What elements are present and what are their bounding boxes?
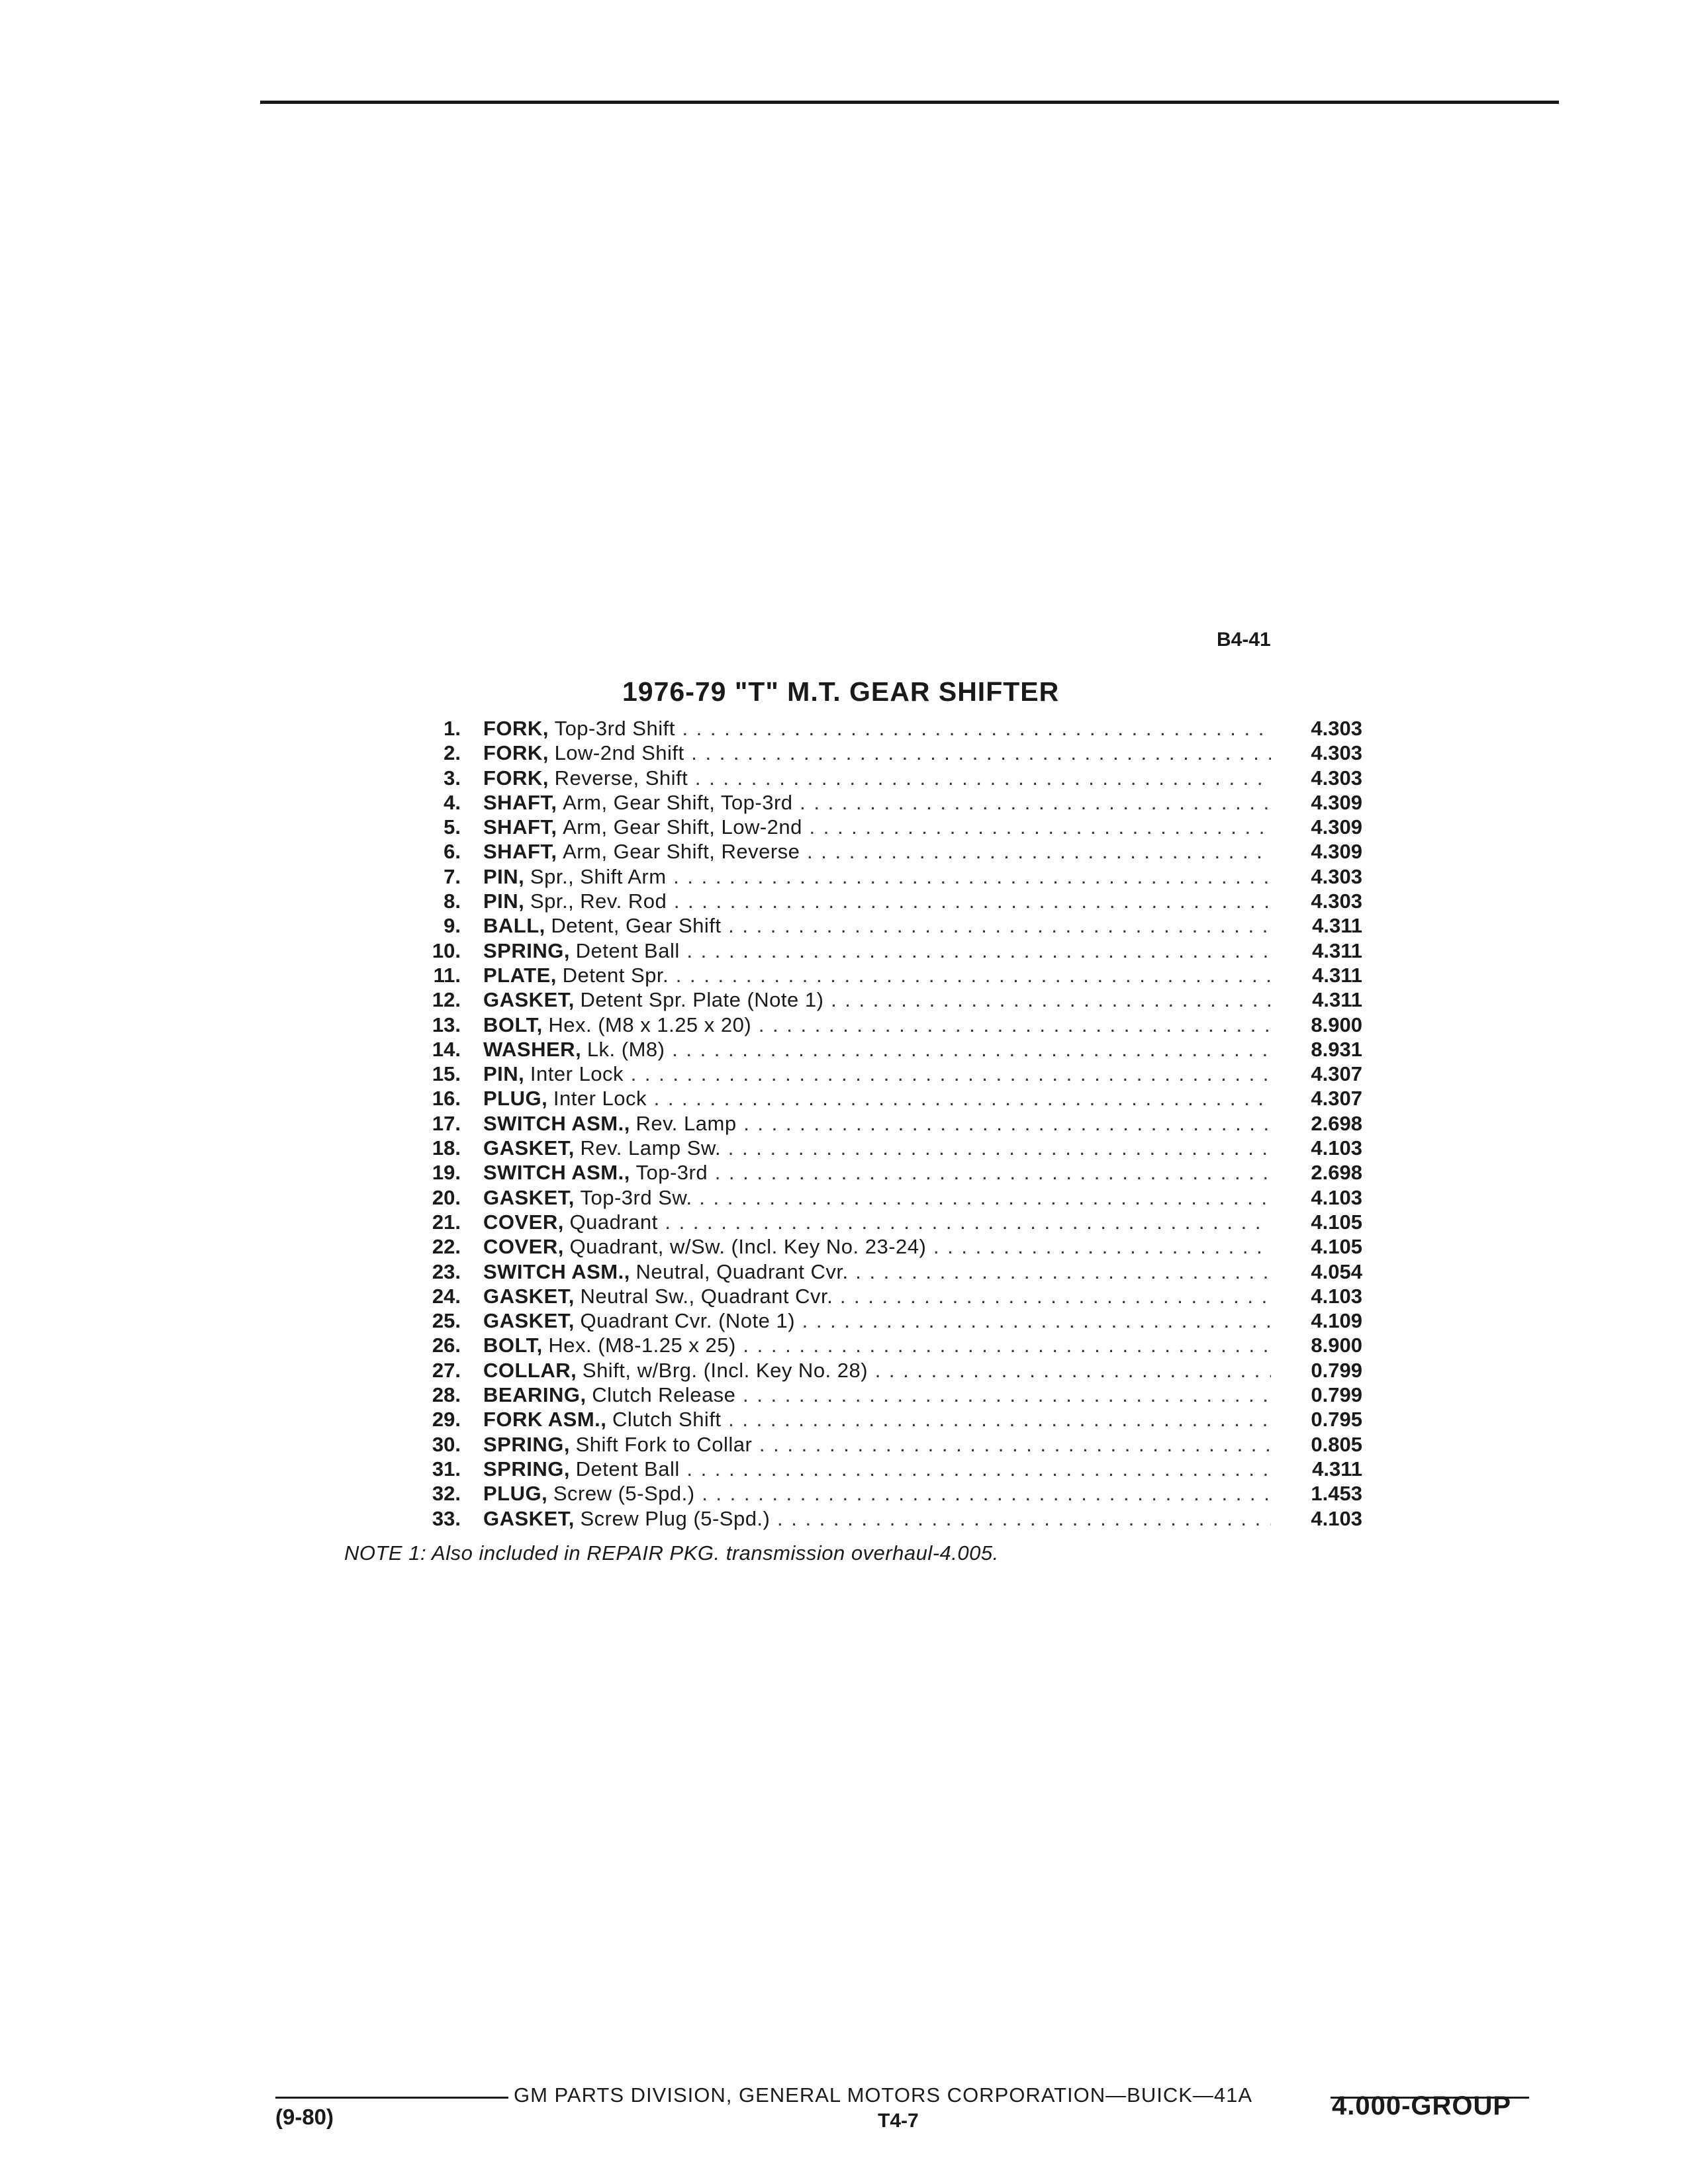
part-row bbox=[410, 938, 1403, 963]
part-detail: Lk. (M8) bbox=[586, 1037, 665, 1061]
figure-reference: B4-41 bbox=[1217, 629, 1271, 651]
part-description bbox=[483, 1432, 1271, 1457]
part-detail: Neutral, Quadrant Cvr. bbox=[635, 1259, 849, 1283]
part-row bbox=[410, 839, 1403, 864]
part-description bbox=[483, 1013, 1271, 1037]
part-description bbox=[483, 1457, 1271, 1481]
part-row bbox=[410, 1481, 1403, 1506]
part-name: FORK, bbox=[483, 717, 549, 740]
part-row bbox=[410, 1013, 1403, 1037]
part-description bbox=[483, 815, 1271, 839]
part-name: BOLT, bbox=[483, 1013, 543, 1036]
part-group-number: 8.900 bbox=[1311, 1334, 1362, 1357]
part-row bbox=[410, 1308, 1403, 1333]
part-group-number: 4.311 bbox=[1312, 988, 1362, 1012]
part-description bbox=[483, 864, 1271, 889]
part-detail: Arm, Gear Shift, Reverse bbox=[563, 840, 800, 864]
part-key-number: 18. bbox=[432, 1136, 461, 1160]
part-detail: Detent, Gear Shift bbox=[551, 914, 722, 938]
part-row bbox=[410, 1037, 1403, 1062]
part-detail: Top-3rd Shift bbox=[554, 717, 675, 740]
part-key-number: 33. bbox=[432, 1506, 461, 1530]
part-group-number: 4.311 bbox=[1312, 1457, 1362, 1480]
part-group-number: 4.307 bbox=[1311, 1087, 1362, 1111]
part-detail: Rev. Lamp bbox=[635, 1111, 737, 1135]
part-detail: Hex. (M8 x 1.25 x 20) bbox=[548, 1013, 752, 1036]
part-description bbox=[483, 1506, 1271, 1531]
part-group-number: 4.309 bbox=[1311, 790, 1362, 814]
date-code: (9-80) bbox=[275, 2105, 334, 2129]
page-number: T4-7 bbox=[878, 2110, 919, 2132]
part-name: SWITCH ASM., bbox=[483, 1161, 630, 1185]
part-group-number: 4.103 bbox=[1311, 1136, 1362, 1160]
part-row bbox=[410, 1086, 1403, 1111]
part-detail: Arm, Gear Shift, Top-3rd bbox=[563, 790, 793, 814]
part-description bbox=[483, 1086, 1271, 1111]
part-description bbox=[483, 1308, 1271, 1333]
part-detail: Screw (5-Spd.) bbox=[553, 1482, 695, 1506]
part-name: SHAFT, bbox=[483, 790, 557, 814]
part-name: GASKET, bbox=[483, 988, 575, 1012]
part-key-number: 27. bbox=[432, 1358, 461, 1382]
part-row bbox=[410, 889, 1403, 913]
part-key-number: 31. bbox=[432, 1457, 461, 1480]
part-group-number: 8.900 bbox=[1311, 1013, 1362, 1036]
footer-rule-left bbox=[275, 2097, 508, 2099]
section-title: 1976-79 "T" M.T. GEAR SHIFTER bbox=[622, 676, 1060, 707]
part-row bbox=[410, 741, 1403, 765]
parts-list bbox=[410, 716, 1403, 1531]
part-detail: Inter Lock bbox=[553, 1087, 647, 1111]
part-key-number: 13. bbox=[432, 1013, 461, 1036]
part-description bbox=[483, 741, 1271, 765]
part-key-number: 5. bbox=[444, 815, 461, 839]
part-row bbox=[410, 815, 1403, 839]
part-key-number: 32. bbox=[432, 1482, 461, 1506]
group-number: 4.000-GROUP bbox=[1332, 2091, 1512, 2120]
part-detail: Spr., Shift Arm bbox=[530, 864, 667, 888]
part-row bbox=[410, 963, 1403, 987]
part-description bbox=[483, 1037, 1271, 1062]
part-key-number: 29. bbox=[432, 1408, 461, 1432]
part-description bbox=[483, 1481, 1271, 1506]
part-row bbox=[410, 1407, 1403, 1432]
part-description bbox=[483, 766, 1271, 790]
part-name: PIN, bbox=[483, 864, 525, 888]
part-key-number: 9. bbox=[444, 914, 461, 938]
part-key-number: 25. bbox=[432, 1309, 461, 1333]
part-row bbox=[410, 1383, 1403, 1407]
part-group-number: 4.105 bbox=[1311, 1210, 1362, 1234]
part-row bbox=[410, 1259, 1403, 1284]
part-name: SPRING, bbox=[483, 938, 570, 962]
part-detail: Clutch Shift bbox=[612, 1408, 722, 1432]
part-detail: Shift, w/Brg. (Incl. Key No. 28) bbox=[582, 1358, 868, 1382]
part-name: FORK ASM., bbox=[483, 1408, 607, 1432]
part-row bbox=[410, 1062, 1403, 1086]
part-group-number: 4.054 bbox=[1311, 1259, 1362, 1283]
part-name: BALL, bbox=[483, 914, 545, 938]
part-key-number: 23. bbox=[432, 1259, 461, 1283]
part-row bbox=[410, 1210, 1403, 1234]
part-key-number: 15. bbox=[432, 1062, 461, 1086]
part-group-number: 4.309 bbox=[1311, 840, 1362, 864]
part-key-number: 22. bbox=[432, 1235, 461, 1259]
part-group-number: 4.311 bbox=[1312, 963, 1362, 987]
part-name: GASKET, bbox=[483, 1136, 575, 1160]
part-key-number: 12. bbox=[432, 988, 461, 1012]
part-row bbox=[410, 1185, 1403, 1210]
part-name: GASKET, bbox=[483, 1284, 575, 1308]
part-group-number: 4.103 bbox=[1311, 1506, 1362, 1530]
part-row bbox=[410, 790, 1403, 815]
part-description bbox=[483, 790, 1271, 815]
part-name: GASKET, bbox=[483, 1185, 575, 1209]
part-key-number: 24. bbox=[432, 1284, 461, 1308]
part-description bbox=[483, 913, 1271, 938]
part-description bbox=[483, 1234, 1271, 1259]
part-group-number: 4.307 bbox=[1311, 1062, 1362, 1086]
part-description bbox=[483, 839, 1271, 864]
part-group-number: 0.805 bbox=[1311, 1432, 1362, 1456]
part-group-number: 0.799 bbox=[1311, 1383, 1362, 1407]
top-rule bbox=[260, 101, 1559, 104]
part-description bbox=[483, 716, 1271, 741]
part-group-number: 4.103 bbox=[1311, 1185, 1362, 1209]
part-key-number: 10. bbox=[432, 938, 461, 962]
part-name: SPRING, bbox=[483, 1457, 570, 1480]
part-detail: Top-3rd bbox=[635, 1161, 708, 1185]
part-description bbox=[483, 987, 1271, 1012]
part-detail: Reverse, Shift bbox=[554, 766, 688, 790]
part-detail: Top-3rd Sw. bbox=[580, 1185, 692, 1209]
part-detail: Quadrant Cvr. (Note 1) bbox=[580, 1309, 796, 1333]
part-detail: Screw Plug (5-Spd.) bbox=[580, 1506, 771, 1530]
part-group-number: 8.931 bbox=[1311, 1037, 1362, 1061]
part-key-number: 6. bbox=[444, 840, 461, 864]
part-row bbox=[410, 1234, 1403, 1259]
part-group-number: 1.453 bbox=[1311, 1482, 1362, 1506]
part-group-number: 4.311 bbox=[1312, 914, 1362, 938]
part-name: SHAFT, bbox=[483, 840, 557, 864]
part-detail: Arm, Gear Shift, Low-2nd bbox=[563, 815, 802, 839]
part-key-number: 21. bbox=[432, 1210, 461, 1234]
part-group-number: 4.303 bbox=[1311, 741, 1362, 765]
part-group-number: 2.698 bbox=[1311, 1161, 1362, 1185]
part-group-number: 0.799 bbox=[1311, 1358, 1362, 1382]
part-name: BOLT, bbox=[483, 1334, 543, 1357]
part-name: FORK, bbox=[483, 766, 549, 790]
footnote: NOTE 1: Also included in REPAIR PKG. transmission overhaul-4.005. bbox=[344, 1541, 999, 1565]
part-key-number: 11. bbox=[433, 963, 461, 987]
part-row bbox=[410, 987, 1403, 1012]
part-key-number: 3. bbox=[444, 766, 461, 790]
part-key-number: 16. bbox=[432, 1087, 461, 1111]
part-name: PIN, bbox=[483, 1062, 525, 1086]
part-key-number: 1. bbox=[444, 717, 461, 740]
part-detail: Detent Ball bbox=[575, 938, 680, 962]
part-row bbox=[410, 1432, 1403, 1457]
part-name: COVER, bbox=[483, 1235, 564, 1259]
part-description bbox=[483, 1284, 1271, 1308]
part-name: SPRING, bbox=[483, 1432, 570, 1456]
part-group-number: 0.795 bbox=[1311, 1408, 1362, 1432]
part-description bbox=[483, 963, 1271, 987]
part-row bbox=[410, 913, 1403, 938]
part-detail: Detent Spr. Plate (Note 1) bbox=[580, 988, 824, 1012]
part-name: GASKET, bbox=[483, 1506, 575, 1530]
part-key-number: 17. bbox=[432, 1111, 461, 1135]
part-detail: Low-2nd Shift bbox=[554, 741, 684, 765]
part-row bbox=[410, 1333, 1403, 1357]
part-row bbox=[410, 716, 1403, 741]
part-key-number: 19. bbox=[432, 1161, 461, 1185]
part-detail: Hex. (M8-1.25 x 25) bbox=[548, 1334, 736, 1357]
part-row bbox=[410, 1457, 1403, 1481]
part-group-number: 4.303 bbox=[1311, 717, 1362, 740]
part-key-number: 7. bbox=[444, 864, 461, 888]
part-key-number: 14. bbox=[432, 1037, 461, 1061]
part-row bbox=[410, 864, 1403, 889]
part-detail: Spr., Rev. Rod bbox=[530, 889, 667, 913]
part-detail: Quadrant, w/Sw. (Incl. Key No. 23-24) bbox=[569, 1235, 927, 1259]
part-detail: Detent Spr. bbox=[562, 963, 669, 987]
part-name: PLUG, bbox=[483, 1087, 548, 1111]
part-group-number: 4.303 bbox=[1311, 864, 1362, 888]
part-group-number: 4.109 bbox=[1311, 1309, 1362, 1333]
part-detail: Neutral Sw., Quadrant Cvr. bbox=[580, 1284, 833, 1308]
part-group-number: 4.103 bbox=[1311, 1284, 1362, 1308]
part-key-number: 30. bbox=[432, 1432, 461, 1456]
part-row bbox=[410, 766, 1403, 790]
part-detail: Quadrant bbox=[569, 1210, 658, 1234]
part-row bbox=[410, 1136, 1403, 1160]
part-detail: Shift Fork to Collar bbox=[575, 1432, 753, 1456]
part-key-number: 20. bbox=[432, 1185, 461, 1209]
part-row bbox=[410, 1358, 1403, 1383]
part-name: PLUG, bbox=[483, 1482, 548, 1506]
part-key-number: 28. bbox=[432, 1383, 461, 1407]
part-name: SWITCH ASM., bbox=[483, 1259, 630, 1283]
part-description bbox=[483, 1136, 1271, 1160]
part-key-number: 8. bbox=[444, 889, 461, 913]
part-group-number: 4.309 bbox=[1311, 815, 1362, 839]
part-row bbox=[410, 1111, 1403, 1136]
part-description bbox=[483, 1383, 1271, 1407]
part-name: PLATE, bbox=[483, 963, 557, 987]
part-name: COVER, bbox=[483, 1210, 564, 1234]
part-description bbox=[483, 1185, 1271, 1210]
part-description bbox=[483, 1358, 1271, 1383]
part-group-number: 4.105 bbox=[1311, 1235, 1362, 1259]
part-key-number: 4. bbox=[444, 790, 461, 814]
part-description bbox=[483, 1259, 1271, 1284]
part-name: COLLAR, bbox=[483, 1358, 577, 1382]
part-row bbox=[410, 1160, 1403, 1185]
part-group-number: 2.698 bbox=[1311, 1111, 1362, 1135]
part-name: WASHER, bbox=[483, 1037, 582, 1061]
part-description bbox=[483, 1111, 1271, 1136]
part-detail: Rev. Lamp Sw. bbox=[580, 1136, 722, 1160]
part-detail: Detent Ball bbox=[575, 1457, 680, 1480]
part-description bbox=[483, 1407, 1271, 1432]
part-description bbox=[483, 1333, 1271, 1357]
part-key-number: 2. bbox=[444, 741, 461, 765]
part-description bbox=[483, 1210, 1271, 1234]
part-group-number: 4.311 bbox=[1312, 938, 1362, 962]
part-description bbox=[483, 1062, 1271, 1086]
part-name: PIN, bbox=[483, 889, 525, 913]
part-name: SHAFT, bbox=[483, 815, 557, 839]
part-key-number: 26. bbox=[432, 1334, 461, 1357]
part-detail: Inter Lock bbox=[530, 1062, 624, 1086]
part-row bbox=[410, 1284, 1403, 1308]
part-group-number: 4.303 bbox=[1311, 766, 1362, 790]
part-name: GASKET, bbox=[483, 1309, 575, 1333]
part-description bbox=[483, 889, 1271, 913]
part-name: FORK, bbox=[483, 741, 549, 765]
part-name: BEARING, bbox=[483, 1383, 586, 1407]
part-detail: Clutch Release bbox=[592, 1383, 736, 1407]
part-name: SWITCH ASM., bbox=[483, 1111, 630, 1135]
part-description bbox=[483, 1160, 1271, 1185]
publisher-line: GM PARTS DIVISION, GENERAL MOTORS CORPORATION—BUICK—41A bbox=[514, 2083, 1253, 2107]
part-row bbox=[410, 1506, 1403, 1531]
part-description bbox=[483, 938, 1271, 963]
part-group-number: 4.303 bbox=[1311, 889, 1362, 913]
